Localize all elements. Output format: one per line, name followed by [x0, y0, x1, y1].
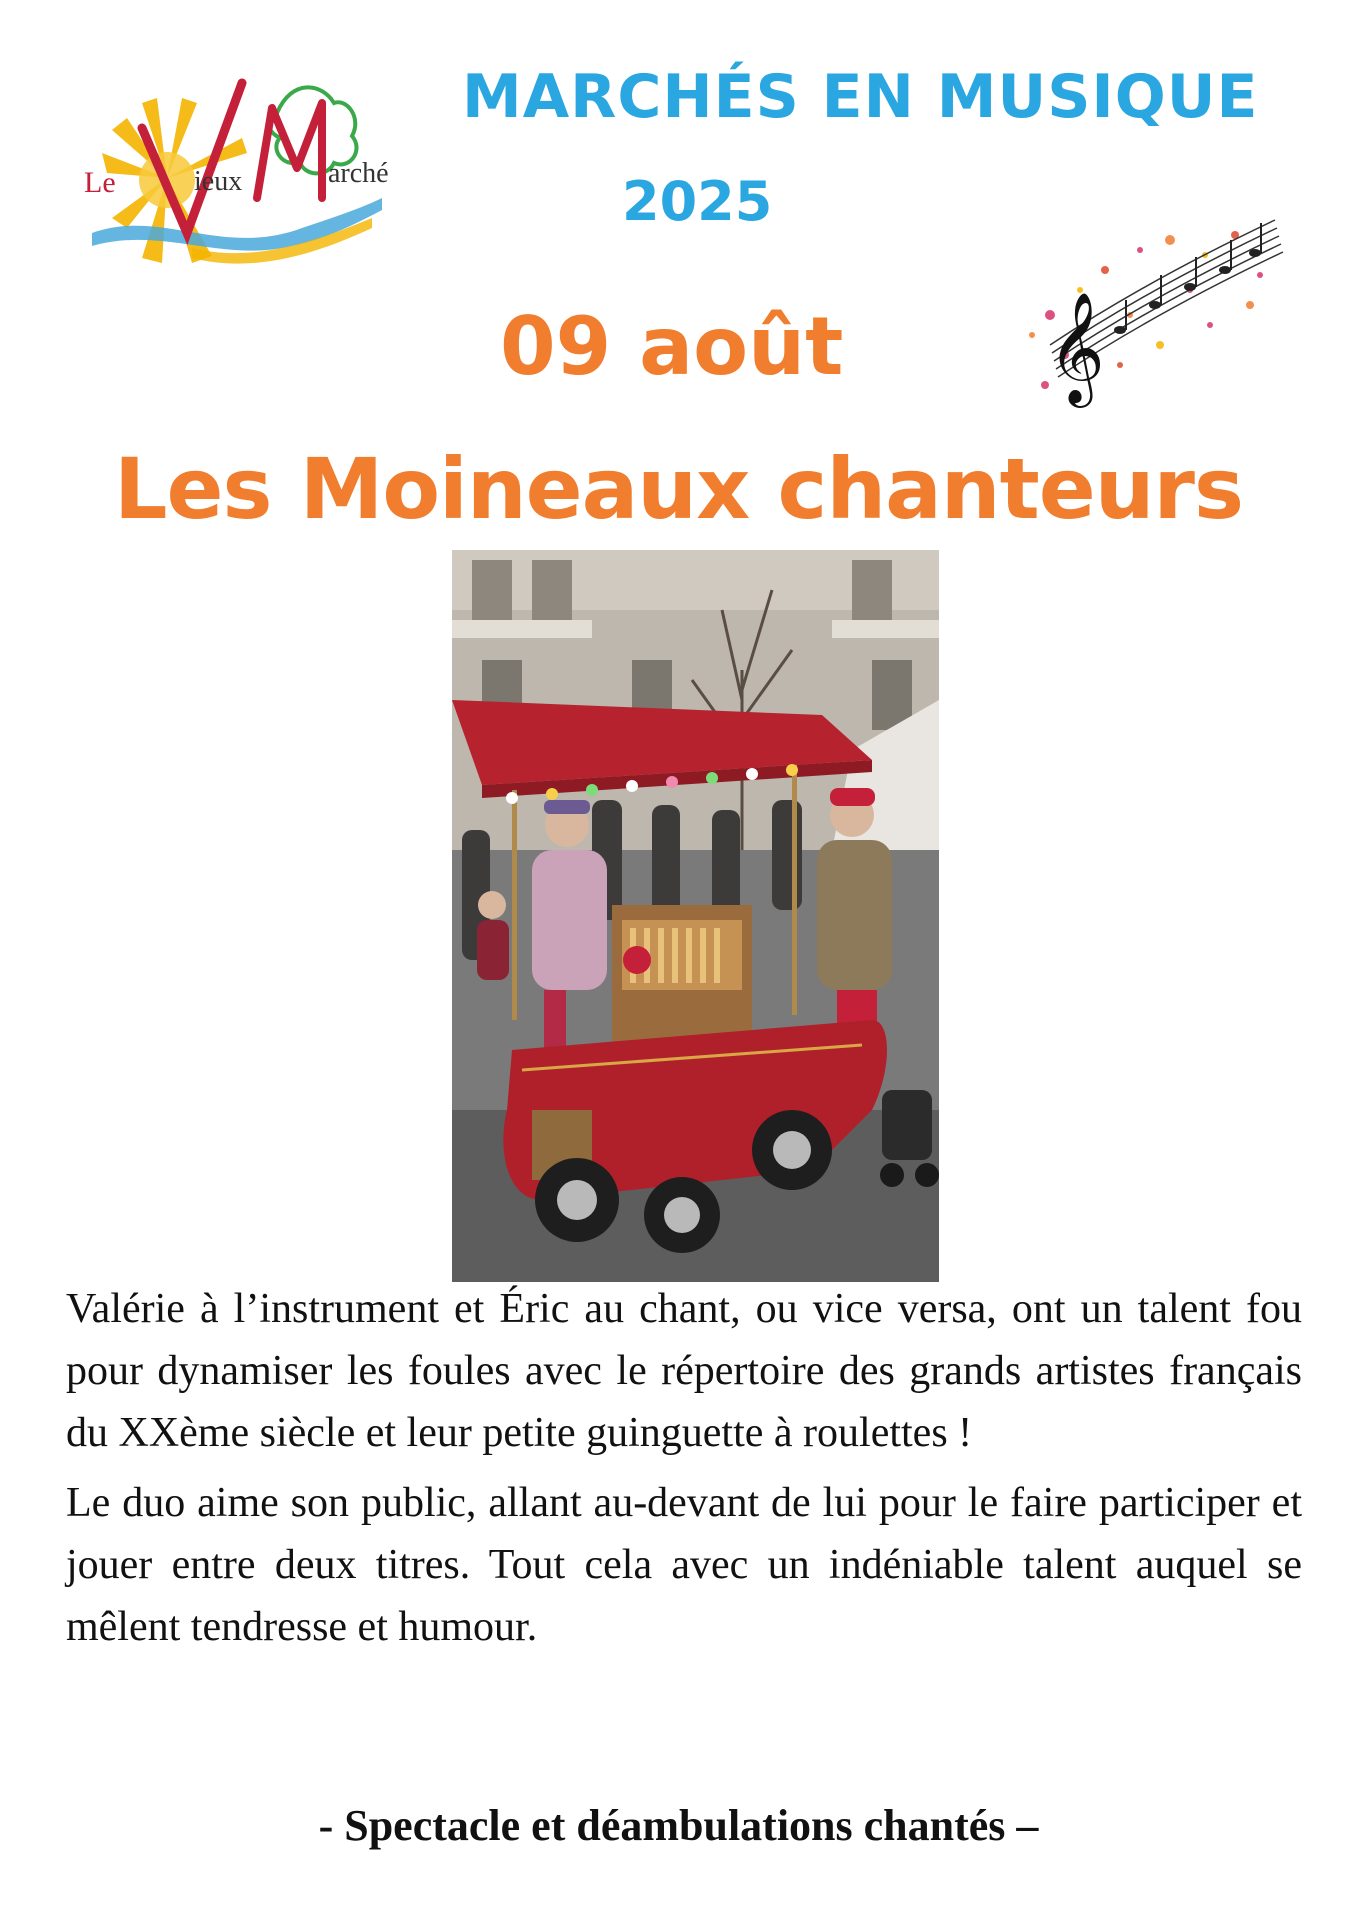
music-notes-icon	[1010, 195, 1290, 410]
description-paragraph-2: Le duo aime son public, allant au-devant de lui pour le faire participer et jouer entre deux titres. Tout cela avec un indéniable talent auquel se mêlent tendresse et humour.	[66, 1480, 1302, 1650]
description-paragraph-1: Valérie à l’instrument et Éric au chant, ou vice versa, ont un talent fou pour dynamiser les foules avec le répertoire des grands artistes français du XXème siècle et leur petite guinguette à roulettes !	[66, 1286, 1302, 1456]
event-date: 09 août	[500, 300, 844, 393]
logo-text-le: Le	[84, 166, 116, 199]
page-title: MARCHÉS EN MUSIQUE	[462, 62, 1259, 132]
street-organ-cart-photo	[452, 550, 939, 1282]
le-vieux-marche-logo	[72, 58, 392, 288]
footer-tagline: - Spectacle et déambulations chantés –	[318, 1801, 1039, 1850]
event-title: Les Moineaux chanteurs	[114, 440, 1243, 538]
svg-text:𝄞: 𝄞	[1048, 291, 1105, 403]
logo-text-ieux: ieux	[194, 166, 243, 197]
logo-text-arche: arché	[328, 158, 389, 189]
event-description	[66, 1278, 1302, 1666]
year-label: 2025	[622, 170, 773, 233]
